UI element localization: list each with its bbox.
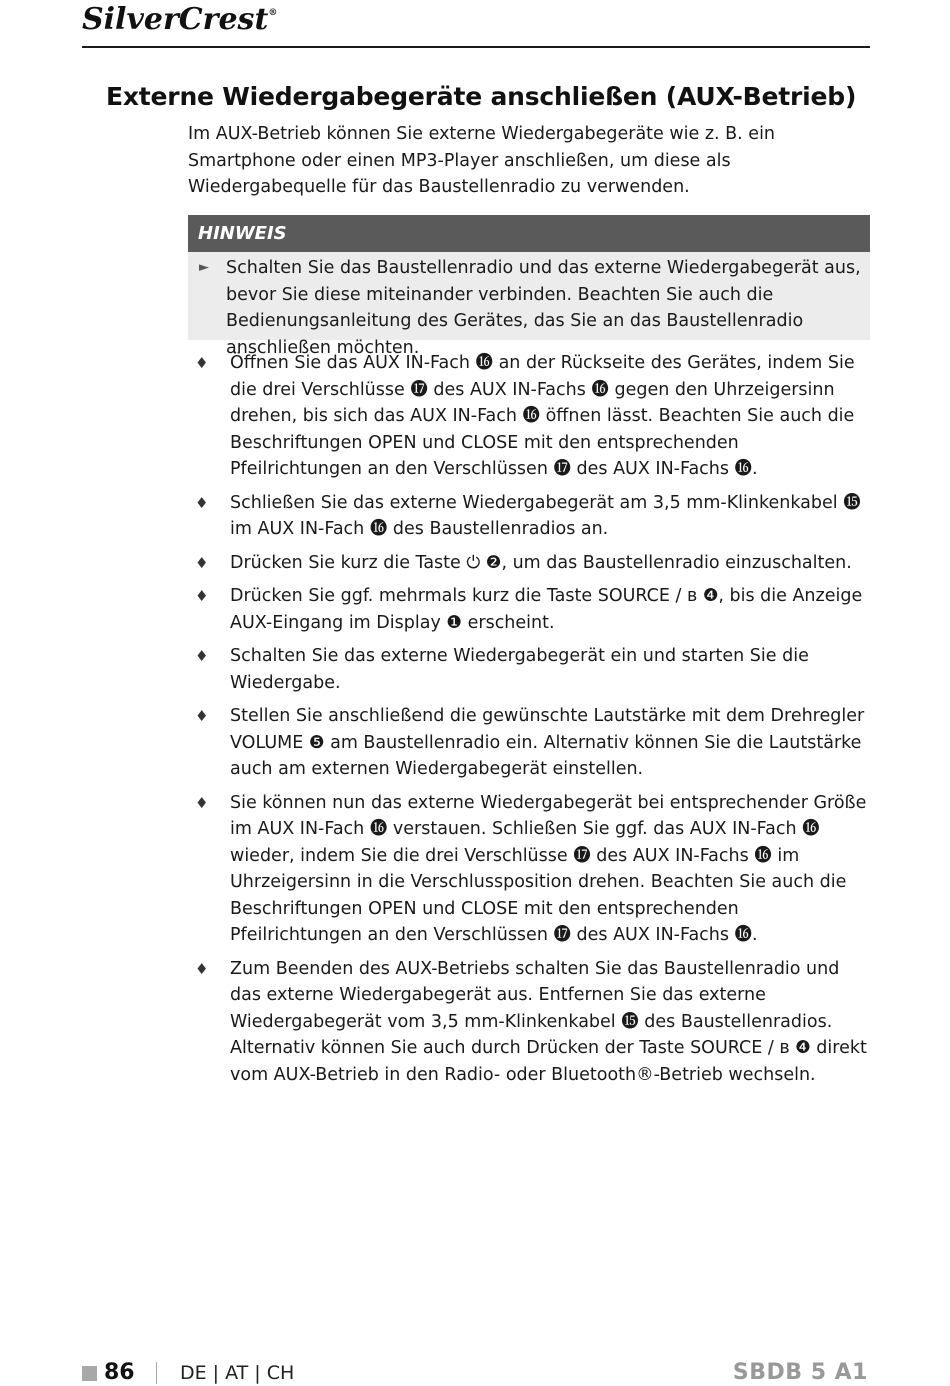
note-body xyxy=(188,252,870,358)
bullet-icon: ♦ xyxy=(195,959,209,978)
note-box xyxy=(188,215,870,358)
bullet-icon: ♦ xyxy=(195,647,209,665)
footer-square-icon xyxy=(82,1366,97,1381)
brand-name: SilverCrest xyxy=(82,2,269,37)
list-item xyxy=(195,790,870,949)
list-item xyxy=(195,956,870,1089)
brand-logo xyxy=(82,2,277,37)
section-intro: Im AUX-Betrieb können Sie externe Wiedergabegeräte wie z. B. ein Smartphone oder einen MP3-Player anschließen, um diese als Wiedergabequelle für das Baustellenradio zu verwenden. xyxy=(188,124,776,197)
bullet-icon: ♦ xyxy=(195,354,209,372)
step-text: Drücken Sie kurz die Taste ⏻ ❷, um das Baustellenradio einzuschalten. xyxy=(230,552,852,573)
bullet-icon: ♦ xyxy=(195,553,209,572)
step-text: Schließen Sie das externe Wiedergabegerät am 3,5 mm-Klinkenkabel ⓯ im AUX IN-Fach ⓰ des Baustellenradios an. xyxy=(230,492,861,539)
step-list xyxy=(195,350,870,1095)
list-item xyxy=(195,550,870,577)
step-text: Drücken Sie ggf. mehrmals kurz die Taste SOURCE / ʙ ❹, bis die Anzeige AUX-Eingang im Display ❶ erscheint. xyxy=(230,586,863,633)
list-item xyxy=(195,490,870,543)
arrow-icon: ► xyxy=(199,260,209,275)
list-item xyxy=(195,350,870,483)
list-item xyxy=(195,643,870,696)
step-text: Schalten Sie das externe Wiedergabegerät ein und starten Sie die Wiedergabe. xyxy=(230,646,809,693)
bullet-icon: ♦ xyxy=(195,793,209,812)
registered-mark: ® xyxy=(268,8,278,18)
bullet-icon: ♦ xyxy=(195,587,209,605)
list-item xyxy=(195,703,870,783)
page-number: 86 xyxy=(104,1360,135,1385)
step-text: Stellen Sie anschließend die gewünschte Lautstärke mit dem Drehregler VOLUME ❺ am Baustellenradio ein. Alternativ können Sie die Lautstärke auch am externen Wiedergabegerät einstellen. xyxy=(230,706,865,779)
step-text: Sie können nun das externe Wiedergabegerät bei entsprechender Größe im AUX IN-Fach ⓰ verstauen. Schließen Sie ggf. das AUX IN-Fach ⓰ wieder, indem Sie die drei Verschlüsse ⓱ des AUX IN-Fachs ⓰ im Uhrzeigersinn in die Verschlussposition drehen. Beachten Sie auch die Beschriftungen OPEN und CLOSE mit den entsprechenden Pfeilrichtungen an den Verschlüssen ⓱ des AUX IN-Fachs ⓰. xyxy=(230,792,867,945)
model-number: SBDB 5 A1 xyxy=(732,1360,868,1385)
note-heading: HINWEIS xyxy=(188,215,870,252)
step-text: Öffnen Sie das AUX IN-Fach ⓰ an der Rückseite des Gerätes, indem Sie die drei Verschlüsse ⓱ des AUX IN-Fachs ⓰ gegen den Uhrzeigersinn drehen, bis sich das AUX IN-Fach ⓰ öffnen lässt. Beachten Sie auch die Beschriftungen OPEN und CLOSE mit den entsprechenden Pfeilrichtungen an den Verschlüssen ⓱ des AUX IN-Fachs ⓰. xyxy=(230,353,855,479)
note-text: Schalten Sie das Baustellenradio und das externe Wiedergabegerät aus, bevor Sie diese miteinander verbinden. Beachten Sie auch die Bedienungsanleitung des Gerätes, das Sie an das Baustellenradio anschließen möchten. xyxy=(226,258,861,358)
footer-divider xyxy=(156,1362,157,1384)
locale-list: DE | AT | CH xyxy=(180,1362,295,1384)
section-title: Externe Wiedergabegeräte anschließen (AUX-Betrieb) xyxy=(106,82,857,111)
header-rule xyxy=(82,46,870,48)
list-item xyxy=(195,583,870,636)
bullet-icon: ♦ xyxy=(195,707,209,725)
bullet-icon: ♦ xyxy=(195,493,209,512)
step-text: Zum Beenden des AUX-Betriebs schalten Sie das Baustellenradio und das externe Wiedergabegerät aus. Entfernen Sie das externe Wiedergabegerät vom 3,5 mm-Klinkenkabel ⓯ des Baustellenradios. Alternativ können Sie auch durch Drücken der Taste SOURCE / ʙ ❹ direkt vom AUX-Betrieb in den Radio- oder Bluetooth®-Betrieb wechseln. xyxy=(230,958,867,1085)
